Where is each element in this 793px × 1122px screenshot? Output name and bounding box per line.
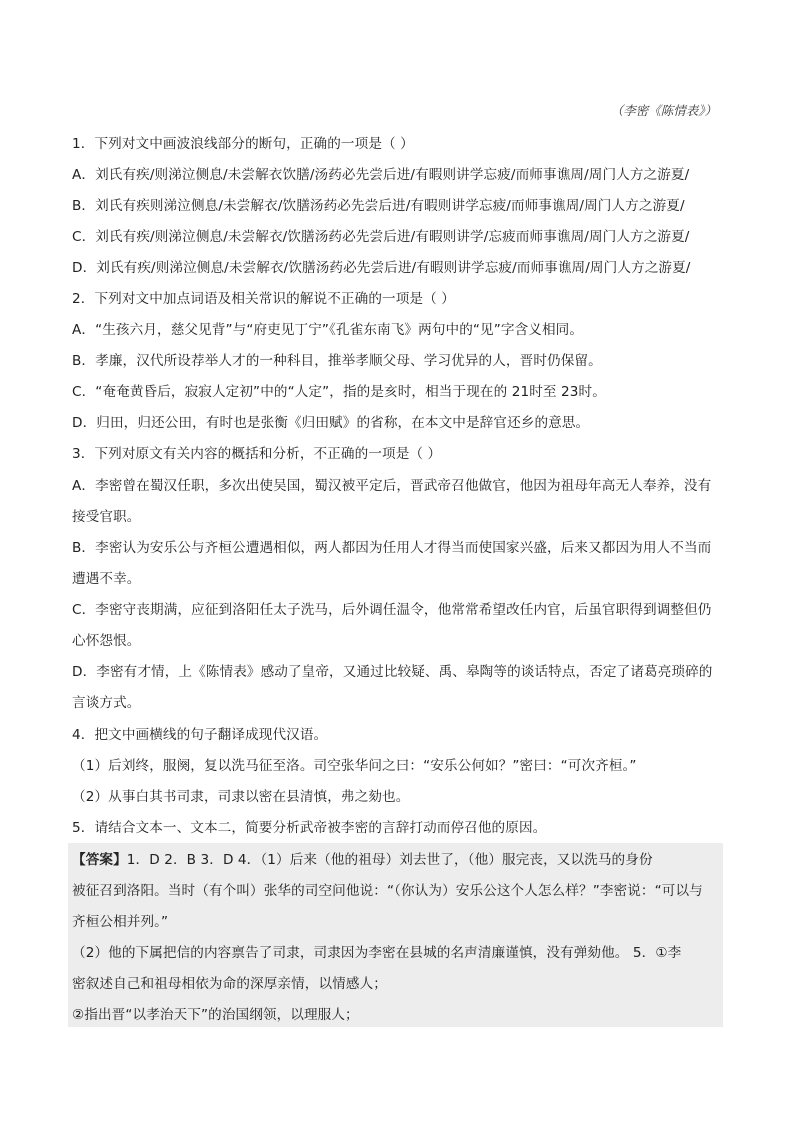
question-3-stem: 3．下列对原文有关内容的概括和分析，不正确的一项是（ ） (72, 446, 442, 462)
question-1-option-d: D．刘氏有疾/则涕泣侧息/未尝解衣/饮膳汤药必先尝后进/有暇则讲学忘疲/而师事谯周/周门人方之游夏/ (72, 260, 691, 276)
question-2-stem: 2．下列对文中加点词语及相关常识的解说不正确的一项是（ ） (72, 291, 455, 307)
answer-line-4: （2）他的下属把信的内容禀告了司隶，司隶因为李密在县城的名声清廉谨慎，没有弹劾他。 5．①李 (72, 945, 682, 961)
question-3-option-d-line1: D．李密有才情，上《陈情表》感动了皇帝，又通过比较疑、禹、皋陶等的谈话特点，否定了诸葛亮琐碎的 (72, 664, 713, 680)
answer-line-1 (72, 850, 724, 870)
answer-line-6: ②指出晋“以孝治天下”的治国纲领，以理服人； (72, 1007, 359, 1023)
question-1-option-a: A．刘氏有疾/则涕泣侧息/未尝解衣饮膳/汤药必先尝后进/有暇则讲学忘疲/而师事谯周/周门人方之游夏/ (72, 167, 690, 183)
question-2-option-d: D．归田，归还公田，有时也是张衡《归田赋》的省称，在本文中是辞官还乡的意思。 (72, 415, 590, 431)
question-2-option-c: C．“奄奄黄昏后，寂寂人定初”中的“人定”，指的是亥时，相当于现在的 21时至 23时。 (72, 384, 606, 400)
question-3-option-d-line2: 言谈方式。 (72, 695, 141, 711)
question-3-option-c-line1: C．李密守丧期满，应征到洛阳任太子洗马，后外调任温令，他常常希望改任内官，后虽官职得到调整但仍 (72, 602, 712, 618)
source-citation: （李密《陈情表》） (610, 103, 717, 118)
question-1-option-b: B．刘氏有疾则涕泣侧息/未尝解衣/饮膳汤药必先尝后进/有暇则讲学忘疲/而师事谯周/周门人方之游夏/ (72, 198, 685, 214)
answer-section (68, 843, 723, 1027)
question-1-stem: 1．下列对文中画波浪线部分的断句，正确的一项是（ ） (72, 136, 414, 152)
answer-line-3: 齐桓公相并列。” (72, 914, 169, 930)
question-3-option-a-line1: A．李密曾在蜀汉任职，多次出使吴国，蜀汉被平定后，晋武帝召他做官，他因为祖母年高无人奉养，没有 (72, 478, 712, 494)
question-3-option-a-line2: 接受官职。 (72, 509, 141, 525)
answer-line-2: 被征召到洛阳。当时（有个叫）张华的司空问他说：“（你认为）安乐公这个人怎么样？”李密说：“可以与 (72, 883, 703, 899)
question-4-stem: 4．把文中画横线的句子翻译成现代汉语。 (72, 727, 328, 743)
question-1-option-c: C．刘氏有疾/则涕泣侧息/未尝解衣/饮膳汤药必先尝后进/有暇则讲学/忘疲而师事谯周/周门人方之游夏/ (72, 229, 690, 245)
question-3-option-b-line1: B．李密认为安乐公与齐桓公遭遇相似，两人都因为任用人才得当而使国家兴盛，后来又都因为用人不当而 (72, 540, 712, 556)
answer-line-5: 密叙述自己和祖母相依为命的深厚亲情，以情感人； (72, 976, 387, 992)
answer-label: 【答案】 (72, 852, 127, 868)
question-4-item-2: （2）从事白其书司隶，司隶以密在县清慎，弗之劾也。 (72, 789, 410, 805)
question-3-option-c-line2: 心怀怨恨。 (72, 633, 141, 649)
question-5-stem: 5．请结合文本一、文本二，简要分析武帝被李密的言辞打动而停召他的原因。 (72, 820, 547, 836)
question-2-option-b: B．孝廉，汉代所设荐举人才的一种科目，推举孝顺父母、学习优异的人，晋时仍保留。 (72, 353, 602, 369)
answer-line-1-text: 1．D 2．B 3．D 4．（1）后来（他的祖母）刘去世了，（他）服完丧，又以洗马的身份 (126, 852, 653, 868)
question-2-option-a: A．“生孩六月，慈父见背”与“府吏见丁宁”《孔雀东南飞》两句中的“见”字含义相同。 (72, 322, 584, 338)
question-3-option-b-line2: 遭遇不幸。 (72, 571, 141, 587)
question-4-item-1: （1）后刘终，服阕，复以洗马征至洛。司空张华问之曰：“安乐公何如？”密曰：“可次齐桓。” (72, 758, 637, 774)
